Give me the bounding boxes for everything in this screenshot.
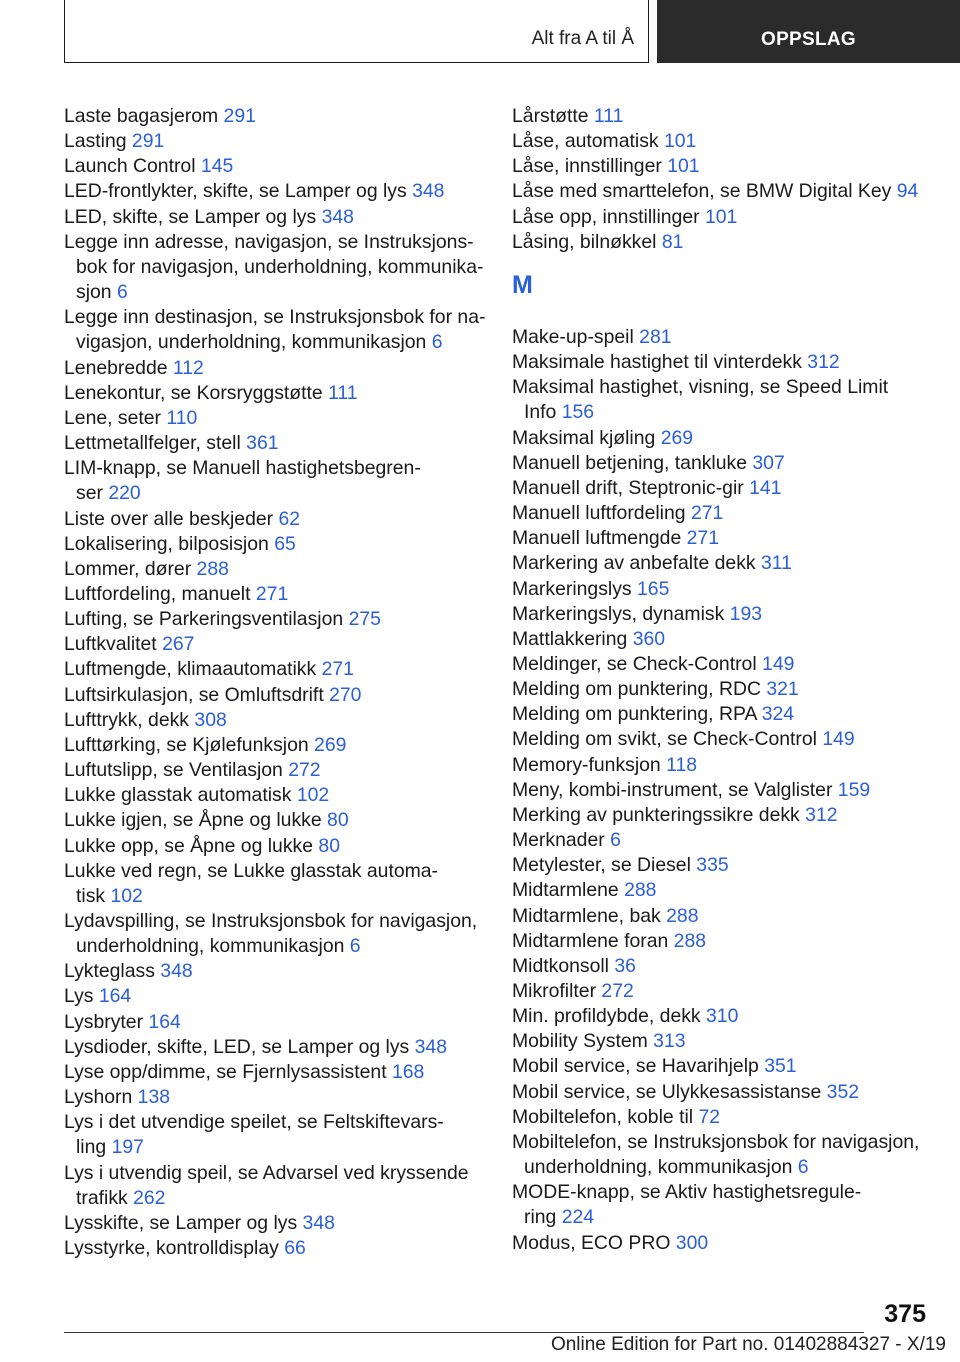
entry-text: Lydavspilling, se Instruksjonsbok for navigasjon,: [64, 910, 478, 932]
index-entry: [64, 1161, 484, 1211]
index-entry: [512, 929, 922, 954]
page-reference-link[interactable]: 270: [329, 683, 362, 706]
index-column-right: [512, 104, 922, 1256]
index-entry: [64, 104, 484, 129]
index-entry: [64, 557, 484, 582]
entry-text: Mobil service, se Havarihjelp: [512, 1055, 765, 1078]
entry-text: Maksimal hastighet, visning, se Speed Limit: [512, 376, 889, 399]
page-reference-link[interactable]: 80: [327, 809, 349, 832]
page-reference-link[interactable]: 352: [826, 1080, 860, 1103]
page-reference-link[interactable]: 164: [98, 985, 132, 1008]
index-entry: [512, 501, 922, 526]
page-reference-link[interactable]: 291: [131, 130, 165, 153]
page-reference-link[interactable]: 272: [601, 980, 634, 1002]
index-entry: [64, 381, 484, 406]
entry-text: Lys i det utvendige speilet, se Feltskiftevars-: [64, 1111, 444, 1134]
index-entry: [64, 1010, 484, 1035]
index-entry: [512, 778, 922, 803]
page-reference-link[interactable]: 267: [162, 633, 195, 656]
entry-text: underholdning, kommunikasjon: [76, 935, 350, 958]
entry-text: vigasjon, underholdning, kommunikasjon: [76, 331, 432, 354]
entry-text: Manuell luftmengde: [512, 527, 687, 550]
index-entry: [64, 708, 484, 733]
index-entry: [512, 954, 922, 979]
page-reference-link[interactable]: 271: [321, 658, 354, 681]
page-reference-link[interactable]: 275: [348, 608, 381, 631]
entry-text: Min. profildybde, dekk: [512, 1005, 707, 1028]
page-reference-link[interactable]: 111: [328, 381, 358, 404]
entry-text: underholdning, kommunikasjon: [524, 1156, 798, 1179]
index-group-l-continued: [512, 104, 922, 255]
entry-text: Lys i utvendig speil, se Advarsel ved kryssende: [64, 1161, 469, 1184]
page-reference-link[interactable]: 351: [764, 1055, 797, 1078]
index-entry: [64, 1236, 484, 1261]
index-entry: [512, 230, 922, 255]
index-entry: [512, 727, 922, 752]
index-entry: [512, 1105, 922, 1130]
entry-text: Midtarmlene, bak: [512, 904, 667, 927]
index-entry: [64, 1060, 484, 1085]
page-reference-link[interactable]: 145: [200, 155, 234, 178]
entry-text: Legge inn destinasjon, se Instruksjonsbok for na-: [64, 306, 486, 329]
index-entry: [64, 758, 484, 783]
page-reference-link[interactable]: 272: [288, 759, 321, 782]
entry-text: Lenekontur, se Korsryggstøtte: [64, 381, 329, 404]
entry-text: Midtkonsoll: [512, 954, 615, 977]
index-entry: [64, 507, 484, 532]
index-entry: [64, 909, 484, 959]
entry-text: Mattlakkering: [512, 627, 633, 650]
entry-text: Lenebredde: [64, 356, 173, 379]
entry-text: Melding om punktering, RDC: [512, 678, 767, 701]
page-reference-link[interactable]: 269: [314, 733, 347, 756]
index-entry: [512, 526, 922, 551]
index-entry: [64, 305, 484, 355]
index-entry: [512, 325, 922, 350]
entry-text: Memory-funksjon: [512, 753, 667, 776]
entry-text: LED, skifte, se Lamper og lys: [64, 205, 322, 228]
page-reference-link[interactable]: 66: [284, 1237, 306, 1260]
entry-text: Låsing, bilnøkkel: [512, 230, 662, 253]
index-entry: [64, 456, 484, 506]
section-title-box: [64, 0, 649, 63]
entry-text: Make-up-speil: [512, 325, 640, 348]
page-reference-link[interactable]: 312: [807, 351, 840, 374]
page-reference-link[interactable]: 62: [278, 507, 301, 530]
page-reference-link[interactable]: 72: [698, 1105, 721, 1128]
page-reference-link[interactable]: 149: [822, 728, 855, 751]
entry-text: Mobil service, se Ulykkesassistanse: [512, 1080, 827, 1103]
page-reference-link[interactable]: 324: [761, 703, 795, 726]
entry-text: Luftkvalitet: [64, 633, 163, 656]
index-entry: [64, 859, 484, 909]
page-reference-link[interactable]: 271: [690, 502, 724, 525]
page-reference-link[interactable]: 348: [412, 180, 445, 203]
entry-text: Markeringslys: [512, 577, 637, 600]
entry-text: Metylester, se Diesel: [512, 854, 697, 877]
index-entry: [512, 979, 922, 1004]
entry-text: ling: [76, 1136, 112, 1159]
index-column-left: [64, 104, 484, 1261]
entry-text: Låse, automatisk: [512, 130, 664, 153]
entry-text: Lukke opp, se Åpne og lukke: [64, 834, 319, 857]
page-reference-link[interactable]: 291: [223, 105, 256, 127]
page-reference-link[interactable]: 348: [302, 1211, 335, 1234]
page-reference-link[interactable]: 110: [166, 406, 198, 429]
entry-text: ring: [524, 1206, 562, 1229]
page-reference-link[interactable]: 288: [196, 557, 229, 580]
entry-text: Lene, seter: [64, 406, 167, 429]
page-reference-link[interactable]: 281: [639, 325, 672, 348]
entry-text: Midtarmlene foran: [512, 929, 674, 952]
entry-text: Lommer, dører: [64, 557, 197, 580]
page-reference-link[interactable]: 224: [561, 1206, 595, 1229]
page-reference-link[interactable]: 164: [148, 1010, 181, 1033]
page-reference-link[interactable]: 262: [133, 1186, 166, 1209]
footer-divider: [64, 1332, 864, 1333]
entry-text: Luftfordeling, manuelt: [64, 582, 256, 605]
index-entry: [512, 154, 922, 179]
index-entry: [512, 1180, 922, 1230]
entry-text: Markeringslys, dynamisk: [512, 602, 730, 625]
page-reference-link[interactable]: 271: [255, 582, 289, 605]
entry-text: Lykteglass: [64, 960, 161, 983]
page-reference-link[interactable]: 335: [696, 854, 729, 877]
index-entry: [512, 476, 922, 501]
entry-text: Lysbryter: [64, 1010, 149, 1033]
index-entry: [512, 677, 922, 702]
page-reference-link[interactable]: 312: [805, 803, 838, 826]
page-reference-link[interactable]: 288: [666, 904, 699, 927]
page-reference-link[interactable]: 307: [752, 451, 785, 474]
entry-text: Lukke glasstak automatisk: [64, 784, 297, 807]
index-entry: [512, 577, 922, 602]
index-entry: [512, 627, 922, 652]
entry-text: Merking av punkteringssikre dekk: [512, 803, 806, 826]
entry-text: Lysskifte, se Lamper og lys: [64, 1211, 303, 1234]
index-entry: [64, 356, 484, 381]
entry-text: bok for navigasjon, underholdning, kommunika-: [76, 255, 484, 278]
index-entry: [512, 179, 922, 204]
page-reference-link[interactable]: 271: [686, 527, 719, 550]
entry-text: Lysstyrke, kontrolldisplay: [64, 1237, 285, 1260]
index-entry: [512, 1130, 922, 1180]
page-reference-link[interactable]: 118: [666, 753, 698, 776]
page-reference-link[interactable]: 308: [194, 708, 227, 731]
page-reference-link[interactable]: 65: [274, 532, 296, 555]
footer-edition-text: Online Edition for Part no. 01402884327 - X/19: [550, 1334, 946, 1355]
index-entry: [512, 878, 922, 903]
entry-text: Lufting, se Parkeringsventilasjon: [64, 608, 349, 631]
entry-text: Launch Control: [64, 155, 201, 178]
entry-text: Lyshorn: [64, 1086, 138, 1109]
entry-text: Lyse opp/dimme, se Fjernlysassistent: [64, 1060, 392, 1083]
index-entry: [512, 551, 922, 576]
index-entry: [512, 350, 922, 375]
entry-text: MODE-knapp, se Aktiv hastighetsregule-: [512, 1181, 862, 1204]
index-entry: [512, 375, 922, 425]
entry-text: Luftmengde, klimaautomatikk: [64, 658, 322, 681]
page-reference-link[interactable]: 220: [108, 482, 141, 505]
entry-text: Luftsirkulasjon, se Omluftsdrift: [64, 683, 330, 706]
index-entry: [512, 1080, 922, 1105]
entry-text: Manuell drift, Steptronic-gir: [512, 476, 750, 499]
entry-text: LED-frontlykter, skifte, se Lamper og lys: [64, 180, 413, 203]
index-entry: [512, 205, 922, 230]
index-entry: [64, 129, 484, 154]
page-reference-link[interactable]: 102: [110, 884, 143, 907]
page-reference-link[interactable]: 138: [137, 1086, 171, 1109]
entry-text: trafikk: [76, 1186, 134, 1209]
page-reference-link[interactable]: 288: [673, 929, 707, 952]
index-entry: [64, 154, 484, 179]
entry-text: Lukke ved regn, se Lukke glasstak automa-: [64, 859, 439, 882]
page-reference-link[interactable]: 310: [706, 1005, 739, 1028]
index-group-m: [512, 325, 922, 1256]
entry-text: Lettmetallfelger, stell: [64, 432, 247, 455]
index-entry: [64, 783, 484, 808]
page-reference-link[interactable]: 6: [610, 829, 621, 852]
index-entry: [64, 1211, 484, 1236]
page-reference-link[interactable]: 159: [837, 778, 871, 801]
page-reference-link[interactable]: 6: [797, 1156, 809, 1179]
entry-text: Melding om svikt, se Check-Control: [512, 728, 823, 751]
index-entry: [64, 984, 484, 1009]
index-entry: [64, 1035, 484, 1060]
entry-text: Lufttrykk, dekk: [64, 708, 195, 731]
page-reference-link[interactable]: 197: [111, 1136, 144, 1159]
index-entry: [64, 431, 484, 456]
index-entry: [512, 1029, 922, 1054]
page-reference-link[interactable]: 141: [749, 476, 782, 499]
page-reference-link[interactable]: 102: [296, 784, 330, 807]
entry-text: Lasting: [64, 130, 132, 153]
entry-text: Låse opp, innstillinger: [512, 205, 705, 228]
entry-text: Info: [524, 401, 562, 424]
index-entry: [512, 602, 922, 627]
page-reference-link[interactable]: 111: [593, 105, 624, 127]
entry-text: Mobility System: [512, 1030, 654, 1053]
index-entry: [512, 828, 922, 853]
page-reference-link[interactable]: 80: [318, 834, 340, 857]
page-reference-link[interactable]: 149: [762, 652, 795, 675]
letter-heading: M: [512, 270, 533, 299]
page-reference-link[interactable]: 101: [704, 205, 738, 228]
index-entry: [64, 582, 484, 607]
page-reference-link[interactable]: 360: [632, 627, 666, 650]
index-entry: [64, 657, 484, 682]
index-entry: [512, 1231, 922, 1256]
page-reference-link[interactable]: 36: [614, 954, 636, 977]
index-entry: [64, 733, 484, 758]
entry-text: Lys: [64, 985, 99, 1008]
entry-text: Maksimale hastighet til vinterdekk: [512, 351, 808, 374]
page-reference-link[interactable]: 6: [431, 331, 443, 354]
entry-text: Midtarmlene: [512, 879, 625, 902]
index-entry: [512, 104, 922, 129]
index-entry: [512, 1054, 922, 1079]
page-reference-link[interactable]: 112: [172, 356, 204, 379]
page-reference-link[interactable]: 156: [561, 401, 595, 424]
entry-text: Meldinger, se Check-Control: [512, 652, 763, 675]
index-entry: [64, 205, 484, 230]
page-reference-link[interactable]: 361: [246, 432, 279, 455]
entry-text: Liste over alle beskjeder: [64, 507, 279, 530]
page-reference-link[interactable]: 321: [766, 678, 799, 701]
entry-text: Lukke igjen, se Åpne og lukke: [64, 809, 328, 832]
entry-text: sjon: [76, 281, 117, 304]
entry-text: Manuell luftfordeling: [512, 502, 691, 525]
page-reference-link[interactable]: 288: [624, 879, 657, 902]
section-title: Alt fra A til Å: [531, 28, 634, 49]
page-header: [0, 0, 960, 66]
page-reference-link[interactable]: 101: [663, 130, 697, 153]
page-reference-link[interactable]: 165: [637, 577, 670, 600]
index-entry: [64, 683, 484, 708]
page-reference-link[interactable]: 313: [653, 1030, 686, 1053]
entry-text: Modus, ECO PRO: [512, 1231, 676, 1254]
index-entry: [512, 451, 922, 476]
index-entry: [512, 652, 922, 677]
page-reference-link[interactable]: 81: [661, 230, 684, 253]
page-reference-link[interactable]: 193: [729, 602, 763, 625]
page-reference-link[interactable]: 168: [391, 1060, 425, 1083]
entry-text: Maksimal kjøling: [512, 426, 661, 449]
index-entry: [64, 179, 484, 204]
index-entry: [64, 230, 484, 305]
index-entry: [64, 632, 484, 657]
chapter-tab[interactable]: [657, 0, 960, 63]
entry-text: Lufttørking, se Kjølefunksjon: [64, 733, 315, 756]
entry-text: tisk: [76, 884, 111, 907]
entry-text: Legge inn adresse, navigasjon, se Instruksjons-: [64, 230, 474, 253]
index-entry: [64, 808, 484, 833]
index-entry: [64, 1085, 484, 1110]
index-entry: [512, 853, 922, 878]
entry-text: Låse med smarttelefon, se BMW Digital Key: [512, 180, 897, 203]
page-reference-link[interactable]: 348: [160, 960, 193, 983]
entry-text: Melding om punktering, RPA: [512, 703, 762, 726]
entry-text: Luftutslipp, se Ventilasjon: [64, 759, 289, 782]
chapter-tab-label: OPPSLAG: [760, 29, 856, 50]
page-reference-link[interactable]: 311: [760, 552, 792, 575]
page-reference-link[interactable]: 6: [116, 281, 128, 304]
index-entry: [512, 426, 922, 451]
entry-text: Manuell betjening, tankluke: [512, 451, 753, 474]
page-reference-link[interactable]: 101: [667, 155, 700, 178]
index-entry: [512, 129, 922, 154]
entry-text: Mobiltelefon, koble til: [512, 1105, 699, 1128]
entry-text: ser: [76, 482, 109, 505]
page-number: 375: [884, 1300, 926, 1328]
entry-text: Merknader: [512, 829, 611, 852]
page-reference-link[interactable]: 300: [675, 1231, 709, 1254]
entry-text: Mobiltelefon, se Instruksjonsbok for navigasjon,: [512, 1130, 920, 1153]
page-reference-link[interactable]: 348: [414, 1035, 447, 1058]
entry-text: Mikrofilter: [512, 980, 602, 1002]
index-entry: [512, 803, 922, 828]
index-entry: [64, 532, 484, 557]
index-entry: [512, 753, 922, 778]
page-reference-link[interactable]: 269: [660, 426, 694, 449]
entry-text: Lårstøtte: [512, 105, 594, 127]
entry-text: Markering av anbefalte dekk: [512, 552, 761, 575]
entry-text: Låse, innstillinger: [512, 155, 668, 178]
entry-text: Lokalisering, bilposisjon: [64, 532, 275, 555]
index-entry: [512, 904, 922, 929]
page-reference-link[interactable]: 94: [896, 180, 919, 203]
index-entry: [512, 1004, 922, 1029]
page-reference-link[interactable]: 6: [349, 935, 361, 958]
index-entry: [64, 834, 484, 859]
entry-text: LIM-knapp, se Manuell hastighetsbegren-: [64, 457, 421, 480]
index-entry: [64, 607, 484, 632]
index-entry: [64, 1110, 484, 1160]
entry-text: Meny, kombi-instrument, se Valglister: [512, 778, 838, 801]
entry-text: Lysdioder, skifte, LED, se Lamper og lys: [64, 1035, 415, 1058]
entry-text: Laste bagasjerom: [64, 105, 224, 127]
index-entry: [64, 959, 484, 984]
page-reference-link[interactable]: 348: [321, 205, 354, 228]
index-entry: [64, 406, 484, 431]
index-entry: [512, 702, 922, 727]
